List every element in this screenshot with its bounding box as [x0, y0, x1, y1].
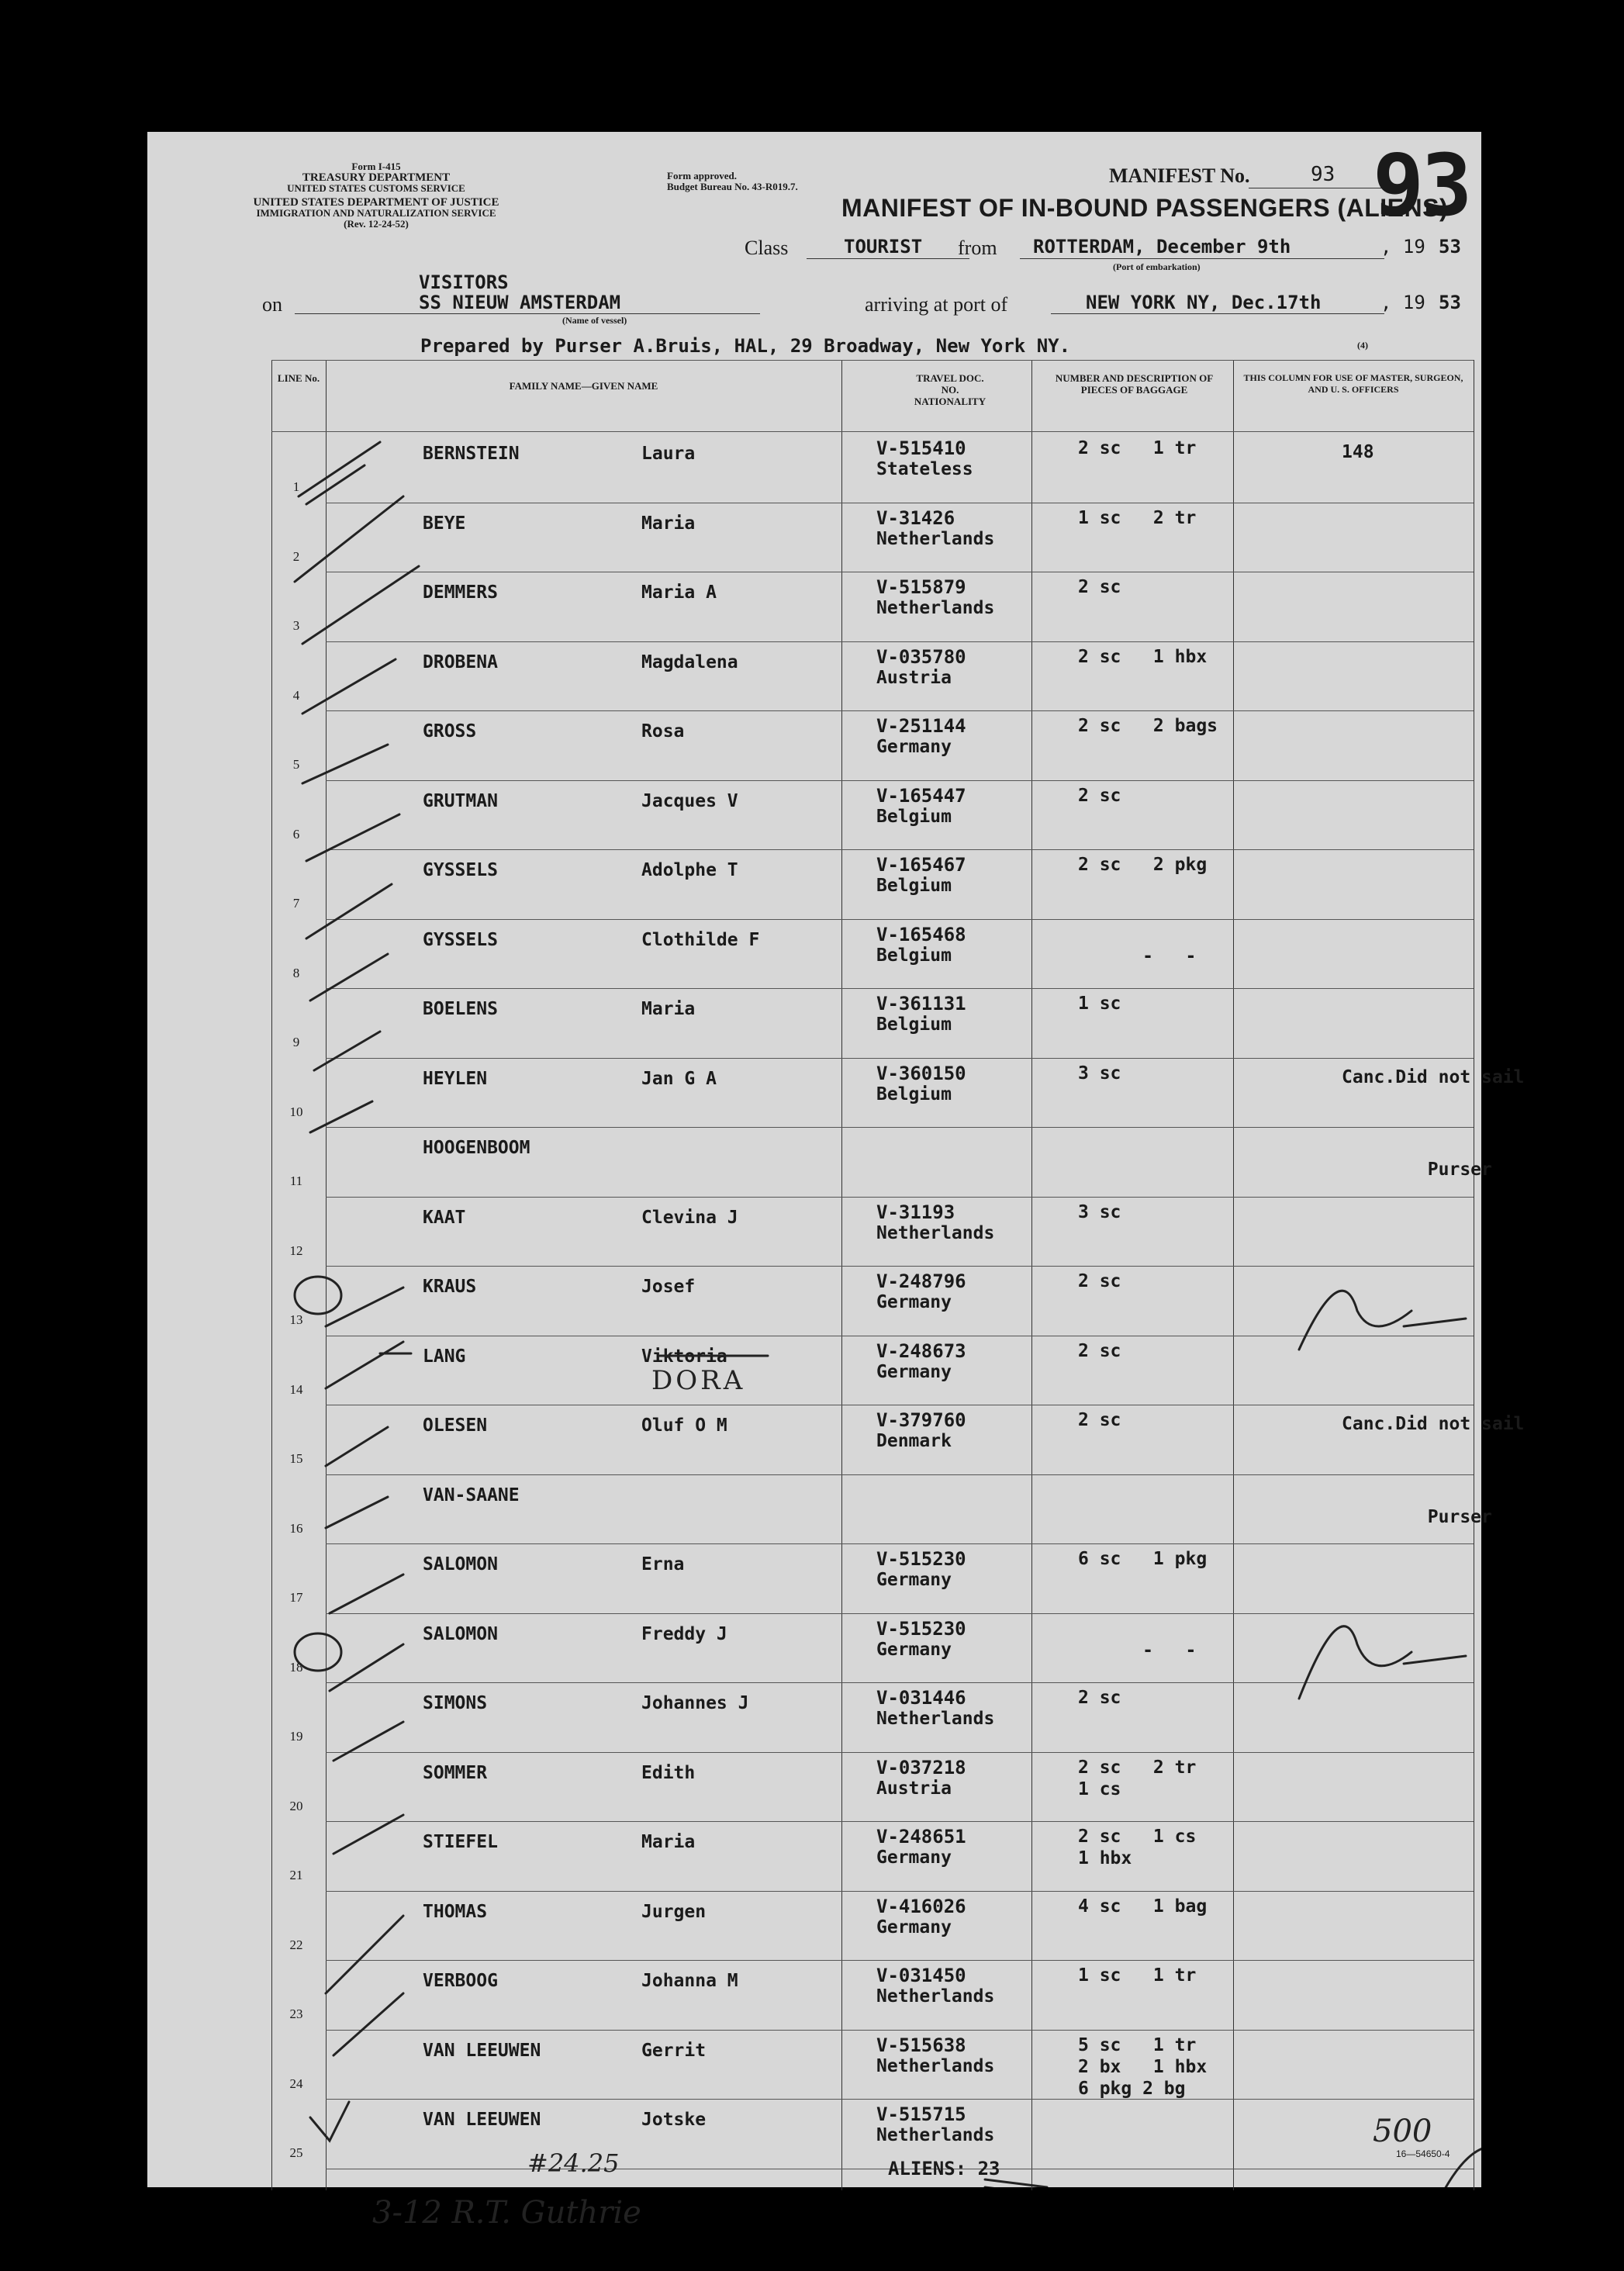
arrival-year-prefix: , 19: [1380, 292, 1425, 313]
check-mark: [299, 442, 380, 504]
family-name: VAN LEEUWEN: [423, 2110, 541, 2130]
circled-line-16: [295, 1633, 341, 1671]
manifest-number: 93: [1311, 163, 1335, 186]
nationality: Germany: [876, 1917, 952, 1937]
line-number: 8: [292, 965, 300, 980]
nationality: Belgium: [876, 945, 952, 966]
family-name: SALOMON: [423, 1623, 498, 1644]
given-name: Viktoria: [641, 1346, 727, 1367]
family-name: KRAUS: [423, 1277, 477, 1297]
baggage-description: 2 sc 2 pkg: [1078, 855, 1208, 875]
check-mark: [310, 954, 388, 1001]
manifest-page: [147, 132, 1525, 2231]
family-name: VAN-SAANE: [423, 1485, 520, 1505]
given-name: Johanna M: [641, 1971, 738, 1991]
travel-doc-number: V-165447: [876, 784, 966, 807]
nationality: Belgium: [876, 876, 952, 896]
visitors-label: VISITORS: [419, 271, 509, 293]
check-mark: [333, 1815, 403, 1854]
baggage-description: 2 sc 2 bags: [1078, 716, 1218, 736]
given-name: Jan G A: [641, 1068, 717, 1089]
travel-doc-number: V-379760: [876, 1409, 966, 1431]
check-mark: [985, 2179, 1047, 2187]
prepared-by: Prepared by Purser A.Bruis, HAL, 29 Broadway, New York NY.: [420, 335, 1071, 357]
given-name: Rosa: [641, 721, 685, 741]
embarkation-port: ROTTERDAM, December 9th: [1033, 236, 1291, 258]
baggage-description: 4 sc 1 bag: [1078, 1896, 1208, 1917]
travel-doc-number: V-037218: [876, 1756, 966, 1778]
treasury-department: TREASURY DEPARTMENT: [302, 171, 451, 184]
given-name: Josef: [641, 1277, 696, 1297]
inspector-signature: [1334, 2146, 1481, 2187]
form-print-code: 16—54650-4: [1396, 2148, 1450, 2159]
check-mark: [302, 659, 396, 714]
baggage-description: 2 sc 1 cs 1 hbx: [1078, 1827, 1197, 1868]
family-name: GRUTMAN: [423, 790, 498, 811]
family-name: DROBENA: [423, 652, 498, 672]
line-number: 17: [289, 1590, 303, 1605]
baggage-description: 2 sc 2 tr 1 cs: [1078, 1757, 1197, 1799]
handwritten-signature: 3-12 R.T. Guthrie: [372, 2195, 641, 2231]
line-number: 10: [289, 1104, 303, 1119]
header-name: FAMILY NAME—GIVEN NAME: [509, 380, 658, 392]
given-name: Jurgen: [641, 1901, 707, 1922]
check-mark: [326, 1342, 403, 1388]
baggage-description: 2 sc 1 tr: [1078, 438, 1197, 458]
arrival-year: 53: [1439, 292, 1461, 313]
manifest-title: MANIFEST OF IN-BOUND PASSENGERS (ALIENS): [841, 194, 1449, 222]
given-name: Maria: [641, 513, 696, 534]
line-number: 2: [292, 548, 300, 564]
on-label: on: [262, 293, 282, 316]
check-mark: [306, 814, 399, 861]
family-name: GYSSELS: [423, 929, 498, 950]
nationality: Stateless: [876, 459, 973, 479]
family-name: OLESEN: [423, 1415, 488, 1436]
travel-doc-number: V-515410: [876, 437, 966, 459]
baggage-description: 2 sc: [1078, 577, 1121, 597]
travel-doc-number: V-31426: [876, 506, 955, 529]
purser-signature: [1299, 1626, 1466, 1699]
from-label: from: [958, 237, 997, 259]
baggage-description: 2 sc: [1078, 1271, 1121, 1291]
travel-doc-number: V-515638: [876, 2034, 966, 2056]
line-number: 25: [289, 2145, 303, 2160]
check-mark: [326, 1427, 388, 1466]
family-name: SIMONS: [423, 1693, 488, 1713]
line-number: 4: [292, 687, 300, 703]
line-number: 1: [292, 479, 300, 494]
line-number: 15: [289, 1451, 303, 1466]
arrival-port: NEW YORK NY, Dec.17th: [1086, 292, 1322, 313]
given-name: Erna: [641, 1554, 685, 1574]
check-mark: [314, 1032, 380, 1070]
family-name: HEYLEN: [423, 1068, 488, 1089]
given-name: Maria A: [641, 582, 717, 603]
aliens-total: ALIENS: 23: [888, 2158, 1000, 2179]
given-name: Oluf O M: [641, 1415, 727, 1436]
given-name: Freddy J: [641, 1623, 727, 1644]
line-number: 21: [289, 1868, 303, 1882]
form-number: Form I-415: [351, 161, 401, 172]
travel-doc-number: V-515230: [876, 1548, 966, 1570]
family-name: HOOGENBOOM: [423, 1138, 530, 1158]
given-name: Jotske: [641, 2110, 707, 2130]
travel-doc-number: V-361131: [876, 993, 966, 1015]
travel-doc-number: V-515230: [876, 1617, 966, 1640]
nationality: Belgium: [876, 806, 952, 827]
check-mark: [326, 1916, 403, 1993]
travel-doc-number: V-035780: [876, 645, 966, 668]
class-value: TOURIST: [844, 236, 923, 258]
baggage-description: 1 sc: [1078, 994, 1121, 1014]
travel-doc-number: V-031450: [876, 1965, 966, 1986]
nationality: Germany: [876, 1361, 952, 1382]
year: 53: [1439, 236, 1461, 258]
baggage-description: 2 sc: [1078, 1340, 1121, 1361]
vessel-caption: (Name of vessel): [562, 315, 627, 326]
check-mark: [302, 745, 388, 783]
vessel-name: SS NIEUW AMSTERDAM: [419, 292, 621, 313]
line-number: 24: [289, 2076, 303, 2091]
baggage-description: 1 sc 2 tr: [1078, 507, 1197, 528]
nationality: Netherlands: [876, 2055, 995, 2076]
travel-doc-number: V-31193: [876, 1201, 955, 1223]
travel-doc-number: V-248651: [876, 1826, 966, 1848]
baggage-description: 1 sc 1 tr: [1078, 1965, 1197, 1986]
family-name: LANG: [423, 1346, 466, 1367]
baggage-description: - -: [1142, 1640, 1197, 1661]
given-name: Magdalena: [641, 652, 738, 672]
given-name: Edith: [641, 1762, 696, 1783]
nationality: Netherlands: [876, 1709, 995, 1729]
customs-service: UNITED STATES CUSTOMS SERVICE: [287, 182, 465, 194]
officer-note: Purser: [1427, 1506, 1492, 1527]
manifest-stamp: 93: [1373, 136, 1470, 235]
given-name: Clothilde F: [641, 929, 760, 950]
family-name: SALOMON: [423, 1554, 498, 1574]
given-name: Maria: [641, 999, 696, 1019]
handwritten-line-ref: #24.25: [527, 2148, 620, 2178]
travel-doc-number: V-165468: [876, 923, 966, 945]
line-number: 6: [292, 826, 300, 842]
header-line-no: LINE No.: [277, 372, 320, 384]
line-number: 18: [289, 1659, 303, 1675]
handwritten-dora: DORA: [651, 1365, 746, 1396]
arriving-label: arriving at port of: [865, 293, 1008, 316]
revision-date: (Rev. 12-24-52): [344, 218, 409, 230]
line-number: 16: [289, 1520, 303, 1536]
nationality: Austria: [876, 667, 952, 688]
family-name: DEMMERS: [423, 582, 498, 603]
handwritten-500: 500: [1373, 2114, 1432, 2149]
family-name: THOMAS: [423, 1901, 488, 1922]
check-mark: [330, 1574, 403, 1613]
family-name: KAAT: [423, 1207, 466, 1228]
nationality: Germany: [876, 1848, 952, 1868]
travel-doc-number: V-248673: [876, 1339, 966, 1362]
line-number: 5: [292, 757, 300, 772]
line-number: 12: [289, 1243, 303, 1258]
nationality: Netherlands: [876, 2125, 995, 2145]
family-name: BOELENS: [423, 999, 498, 1019]
line-number: 11: [289, 1174, 303, 1188]
baggage-description: 5 sc 1 tr 2 bx 1 hbx 6 pkg 2 bg: [1078, 2034, 1208, 2099]
nationality: Denmark: [876, 1431, 952, 1451]
given-name: Adolphe T: [641, 860, 738, 880]
officer-note: Canc.Did not sail: [1342, 1414, 1525, 1434]
check-mark: [326, 1497, 388, 1528]
given-name: Jacques V: [641, 790, 738, 811]
header-baggage: NUMBER AND DESCRIPTION OF PIECES OF BAGGAGE: [1055, 372, 1214, 396]
nationality: Netherlands: [876, 528, 995, 549]
check-mark: [310, 2102, 349, 2141]
travel-doc-number: V-515879: [876, 576, 966, 598]
nationality: Belgium: [876, 1015, 952, 1035]
family-name: BEYE: [423, 513, 466, 534]
nationality: Germany: [876, 737, 952, 757]
family-name: STIEFEL: [423, 1832, 498, 1852]
family-name: GROSS: [423, 721, 477, 741]
family-name: SOMMER: [423, 1762, 488, 1783]
column-note: (4): [1357, 340, 1368, 351]
given-name: Maria: [641, 1832, 696, 1852]
baggage-description: 3 sc: [1078, 1063, 1121, 1084]
nationality: Belgium: [876, 1084, 952, 1104]
line-number: 19: [289, 1729, 303, 1744]
baggage-description: 6 sc 1 pkg: [1078, 1549, 1208, 1569]
travel-doc-number: V-165467: [876, 854, 966, 876]
line-number: 23: [289, 2007, 303, 2021]
officer-note: Canc.Did not sail: [1342, 1066, 1525, 1087]
nationality: Austria: [876, 1778, 952, 1799]
approval-note: Form approved. Budget Bureau No. 43-R019.7.: [667, 170, 798, 192]
manifest-number-label: MANIFEST No.: [1109, 164, 1250, 187]
travel-doc-number: V-031446: [876, 1687, 966, 1709]
nationality: Germany: [876, 1292, 952, 1312]
line-number: 13: [289, 1312, 303, 1327]
header-travel-doc: TRAVEL DOC. NO. NATIONALITY: [914, 372, 986, 407]
line-number: 3: [292, 618, 300, 633]
line-number: 14: [289, 1381, 303, 1397]
baggage-description: - -: [1142, 945, 1197, 966]
circled-line-11: [295, 1277, 341, 1314]
baggage-description: 2 sc: [1078, 1410, 1121, 1430]
baggage-description: 3 sc: [1078, 1201, 1121, 1222]
line-number: 22: [289, 1937, 303, 1952]
header-officers: THIS COLUMN FOR USE OF MASTER, SURGEON, AND U. S. OFFICERS: [1243, 372, 1463, 395]
check-mark: [306, 884, 392, 938]
check-mark: [333, 1993, 403, 2055]
family-name: GYSSELS: [423, 860, 498, 880]
nationality: Netherlands: [876, 1986, 995, 2007]
class-label: Class: [745, 237, 789, 259]
pencil-check-marks: [147, 132, 1481, 2187]
nationality: Netherlands: [876, 1222, 995, 1243]
check-mark: [333, 1722, 403, 1761]
baggage-description: 2 sc 1 hbx: [1078, 646, 1208, 667]
baggage-description: 2 sc: [1078, 785, 1121, 806]
year-prefix: , 19: [1380, 236, 1425, 258]
purser-signature: [1299, 1291, 1466, 1350]
officer-note: 148: [1342, 442, 1374, 462]
given-name: Laura: [641, 444, 696, 464]
line-number: 7: [292, 896, 300, 911]
check-mark: [295, 496, 403, 582]
given-name: Gerrit: [641, 2040, 707, 2061]
port-caption: (Port of embarkation): [1113, 261, 1201, 272]
given-name: Clevina J: [641, 1207, 738, 1228]
travel-doc-number: V-360150: [876, 1062, 966, 1084]
justice-department: UNITED STATES DEPARTMENT OF JUSTICE: [253, 196, 499, 209]
check-mark: [310, 1101, 372, 1132]
given-name: Johannes J: [641, 1693, 749, 1713]
nationality: Germany: [876, 1570, 952, 1590]
ins-service: IMMIGRATION AND NATURALIZATION SERVICE: [256, 207, 496, 219]
officer-note: Purser: [1427, 1160, 1492, 1180]
family-name: BERNSTEIN: [423, 444, 520, 464]
line-number: 20: [289, 1798, 303, 1813]
baggage-description: 2 sc: [1078, 1688, 1121, 1708]
family-name: VAN LEEUWEN: [423, 2040, 541, 2061]
nationality: Germany: [876, 1639, 952, 1660]
travel-doc-number: V-416026: [876, 1895, 966, 1917]
travel-doc-number: V-515715: [876, 2103, 966, 2125]
nationality: Netherlands: [876, 598, 995, 618]
travel-doc-number: V-248796: [876, 1270, 966, 1292]
line-number: 9: [292, 1035, 300, 1049]
family-name: VERBOOG: [423, 1971, 498, 1991]
travel-doc-number: V-251144: [876, 715, 966, 737]
check-mark: [302, 566, 419, 644]
